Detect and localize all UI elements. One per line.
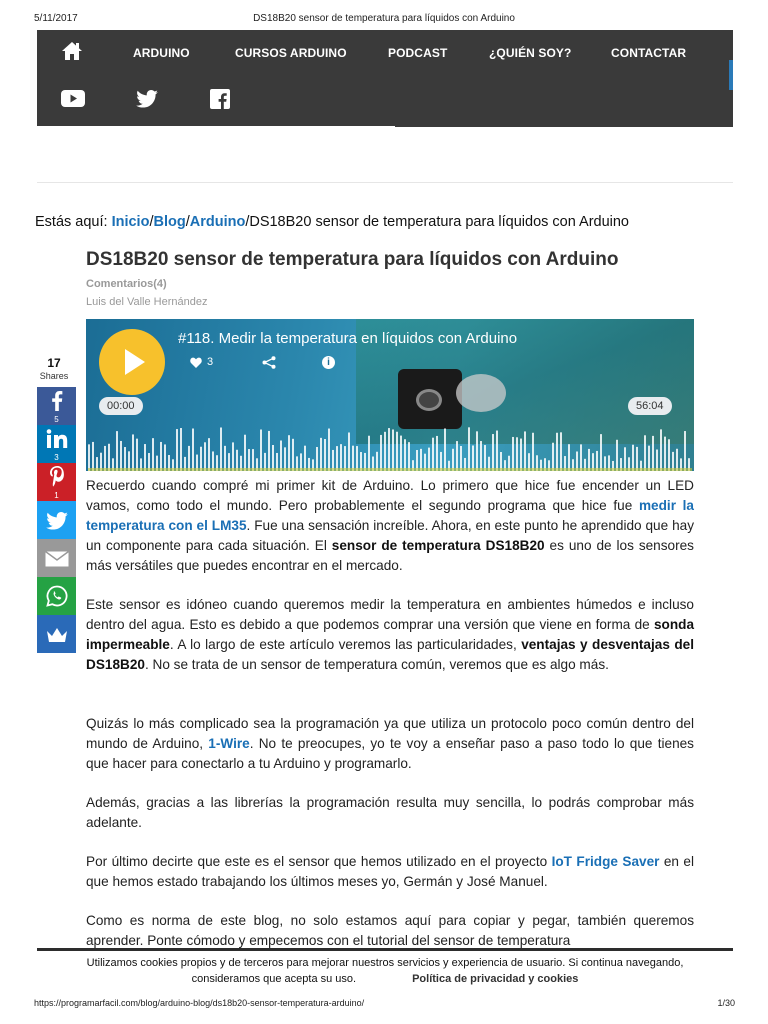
cookie-text-line2: consideramos que acepta su uso.	[191, 973, 357, 985]
podcast-player[interactable]	[86, 319, 694, 471]
nav-item-cursos-arduino[interactable]: CURSOS ARDUINO	[235, 46, 347, 60]
nav-underline	[395, 125, 733, 127]
inline-link-lm35[interactable]: medir la temperatura con el LM35	[86, 498, 694, 533]
inline-link-iot-fridge-saver[interactable]: IoT Fridge Saver	[551, 854, 660, 869]
post-author: Luis del Valle Hernández	[86, 296, 208, 308]
paragraph: Quizás lo más complicado sea la programación ya que utiliza un protocolo poco común dentro del mundo de Arduino, 1-Wire. No te preocupes, yo te voy a enseñar paso a paso todo lo que tienes que hacer para conectarlo a tu Arduino y programarlo.	[86, 716, 694, 771]
cookie-text-line1: Utilizamos cookies propios y de terceros para mejorar nuestros servicios y experiencia de usuario. Si continua navegando,	[86, 957, 684, 969]
paragraph: Además, gracias a las librerías la programación resulta muy sencilla, lo podrás comprobar más adelante.	[86, 795, 694, 830]
twitter-icon	[37, 510, 76, 532]
pinterest-icon	[37, 466, 76, 488]
share-pinterest-button[interactable]	[37, 463, 76, 501]
heart-icon	[190, 357, 202, 368]
crown-icon	[37, 624, 76, 646]
print-date: 5/11/2017	[34, 13, 78, 24]
breadcrumb-separator: /	[185, 214, 190, 230]
facebook-icon	[37, 390, 76, 412]
cookie-banner	[37, 951, 733, 989]
nav-item-arduino[interactable]: ARDUINO	[133, 46, 190, 60]
capacitor-image	[456, 374, 506, 412]
info-icon[interactable]: i	[322, 356, 335, 369]
main-nav	[37, 30, 733, 126]
share-whatsapp-button[interactable]	[37, 577, 76, 615]
page-title: DS18B20 sensor de temperatura para líquidos con Arduino	[86, 249, 619, 270]
breadcrumb	[35, 214, 629, 230]
nav-item-podcast[interactable]: PODCAST	[388, 46, 448, 60]
breadcrumb-link-blog[interactable]: Blog	[153, 214, 186, 230]
share-facebook-button[interactable]	[37, 387, 76, 425]
time-total: 56:04	[628, 397, 672, 415]
pinterest-share-count: 1	[54, 491, 59, 500]
facebook-share-count: 5	[54, 415, 59, 424]
like-button[interactable]	[190, 356, 213, 368]
privacy-policy-link[interactable]: Política de privacidad y cookies	[412, 973, 579, 985]
share-linkedin-button[interactable]	[37, 425, 76, 463]
home-icon[interactable]	[61, 41, 83, 61]
print-header	[0, 13, 768, 27]
email-icon	[37, 548, 76, 570]
nav-item-quien-soy[interactable]: ¿QUIÉN SOY?	[489, 46, 572, 60]
nav-social	[37, 86, 733, 116]
breadcrumb-prefix: Estás aquí:	[35, 214, 112, 230]
breadcrumb-separator: /	[245, 214, 250, 230]
paragraph: Por último decirte que este es el sensor que hemos utilizado en el proyecto IoT Fridge Saver en el que hemos estado trabajando los últimos meses yo, Germán y José Manuel.	[86, 854, 694, 889]
comments-link[interactable]: Comentarios(4)	[86, 278, 167, 290]
inline-link-1wire[interactable]: 1-Wire	[208, 736, 250, 751]
header-divider	[37, 182, 733, 183]
print-url: https://programarfacil.com/blog/arduino-blog/ds18b20-sensor-temperatura-arduino/	[34, 998, 365, 1008]
breadcrumb-current: DS18B20 sensor de temperatura para líquidos con Arduino	[249, 214, 629, 230]
share-sumo-button[interactable]	[37, 615, 76, 653]
waveform[interactable]	[88, 423, 692, 471]
share-twitter-button[interactable]	[37, 501, 76, 539]
share-email-button[interactable]	[37, 539, 76, 577]
linkedin-icon	[37, 428, 76, 450]
play-button[interactable]	[99, 329, 165, 395]
share-counter	[37, 356, 71, 381]
youtube-icon[interactable]	[61, 90, 85, 112]
print-title: DS18B20 sensor de temperatura para líquidos con Arduino	[253, 13, 515, 24]
linkedin-share-count: 3	[54, 453, 59, 462]
share-count: 17	[47, 356, 61, 370]
print-page-number: 1/30	[717, 998, 735, 1008]
breadcrumb-link-arduino[interactable]: Arduino	[189, 214, 246, 230]
whatsapp-icon	[37, 585, 76, 607]
like-count: 3	[207, 356, 214, 368]
twitter-icon[interactable]	[136, 90, 158, 113]
breadcrumb-link-inicio[interactable]: Inicio	[111, 214, 150, 230]
nav-menu	[37, 30, 733, 76]
facebook-icon[interactable]	[210, 89, 230, 114]
breadcrumb-separator: /	[149, 214, 154, 230]
share-label: Shares	[39, 371, 69, 381]
nav-accent	[729, 60, 733, 90]
nav-item-contactar[interactable]: CONTACTAR	[611, 46, 687, 60]
time-elapsed: 00:00	[99, 397, 143, 415]
paragraph: Recuerdo cuando compré mi primer kit de Arduino. Lo primero que hice fue encender un LED vamos, como todo el mundo. Pero probablemente el segundo programa que hice fue medir la temperatura con el LM35. Fue una sensación increíble. Ahora, en este punto he aprendido que hay un componente para cada situación. El sensor de temperatura DS18B20 es uno de los sensores más versátiles que puedes encontrar en el mercado.	[86, 478, 694, 573]
episode-title: #118. Medir la temperatura en líquidos con Arduino	[178, 330, 518, 347]
share-icon[interactable]	[262, 356, 276, 374]
paragraph: Como es norma de este blog, no solo estamos aquí para copiar y pegar, también queremos aprender. Ponte cómodo y empecemos con el tutorial del sensor de temperatura	[86, 913, 694, 948]
power-jack-image	[398, 369, 462, 429]
paragraph: Este sensor es idóneo cuando queremos medir la temperatura en ambientes húmedos e incluso dentro del agua. Esto es debido a que podemos comprar una versión que viene en forma de sonda impermeable. A lo largo de este artículo veremos las particularidades, ventajas y desventajas del DS18B20. No se trata de un sensor de temperatura común, veremos que es algo más.	[86, 597, 694, 672]
